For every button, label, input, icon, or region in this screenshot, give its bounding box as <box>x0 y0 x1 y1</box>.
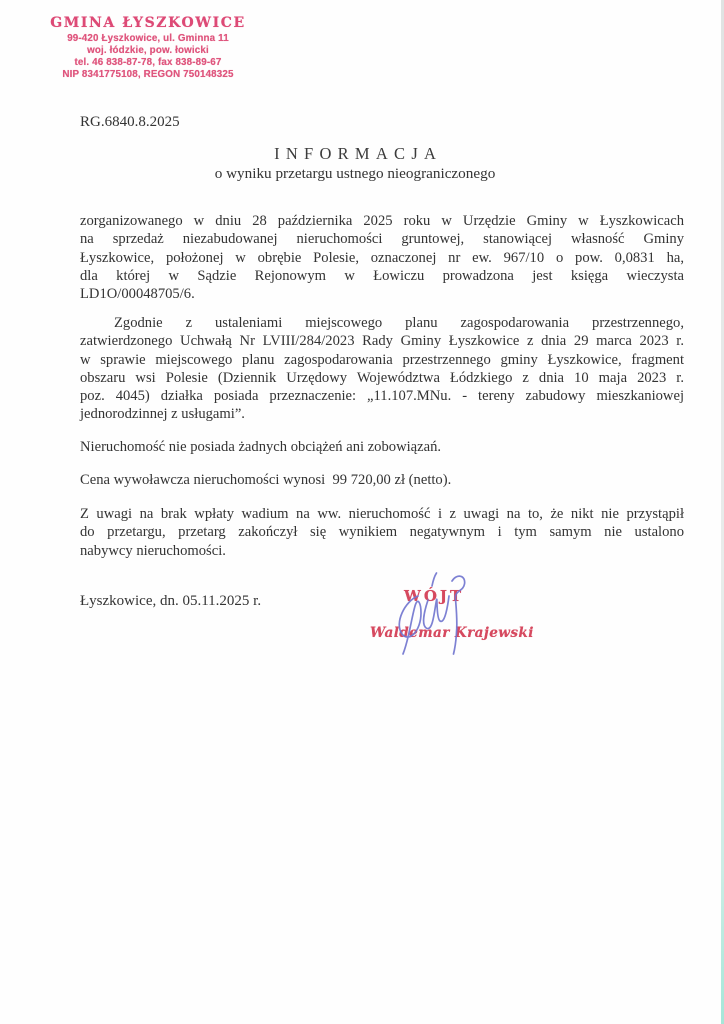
text-line: obszaru wsi Polesie (Dziennik Urzędowy Województwa Łódzkiego z dnia 10 maja 2023 r. <box>80 369 684 386</box>
paragraph-starting-price <box>80 471 684 489</box>
text-line: Łyszkowice, położonej w obrębie Polesie, oznaczonej nr ew. 967/10 o pow. 0,0831 ha, <box>80 249 684 266</box>
text-line: dla której w Sądzie Rejonowym w Łowiczu prowadzona jest księga wieczysta <box>80 267 684 284</box>
paragraph-encumbrances <box>80 438 684 456</box>
text-line: na sprzedaż niezabudowanej nieruchomości gruntowej, stanowiącej własność Gminy <box>80 231 684 248</box>
text-line: poz. 4045) działka posiada przeznaczenie: „11.107.MNu. - tereny zabudowy mieszkaniowej <box>80 388 684 405</box>
stamp-nip-regon: NIP 8341775108, REGON 750148325 <box>62 69 234 80</box>
text-line: LD1O/00048705/6. <box>80 286 195 303</box>
paragraph-tender-result <box>80 505 684 560</box>
reference-number: RG.6840.8.2025 <box>80 114 180 130</box>
stamp-phone-fax: tel. 46 838-87-78, fax 838-89-67 <box>74 57 222 68</box>
title-block <box>80 144 630 183</box>
text-line: Z uwagi na brak wpłaty wadium na ww. nieruchomość i z uwagi na to, że nikt nie przystąpił <box>80 506 684 522</box>
text-line: zatwierdzonego Uchwałą Nr LVIII/284/2023 Rady Gminy Łyszkowice z dnia 29 marca 2023 r. <box>80 333 684 350</box>
paragraph-tender-description <box>80 212 684 303</box>
signer-title-stamp: WÓJT <box>404 587 465 605</box>
text-line: Nieruchomość nie posiada żadnych obciążeń ani zobowiązań. <box>80 439 442 455</box>
signer-name-stamp: Waldemar Krajewski <box>370 625 534 641</box>
text-line: jednorodzinnej z usługami”. <box>80 406 245 423</box>
text-line: w sprawie miejscowego planu zagospodarowania przestrzennego gminy Łyszkowice, fragment <box>80 351 684 368</box>
stamp-region: woj. łódzkie, pow. łowicki <box>87 45 209 56</box>
document-subtitle: o wyniku przetargu ustnego nieograniczonego <box>214 165 496 182</box>
paragraph-zoning-plan <box>80 314 684 424</box>
office-stamp <box>50 15 246 81</box>
stamp-municipality-name: GMINA ŁYSZKOWICE <box>50 15 246 31</box>
stamp-address: 99-420 Łyszkowice, ul. Gminna 11 <box>67 33 229 44</box>
place-and-date: Łyszkowice, dn. 05.11.2025 r. <box>80 593 262 609</box>
text-line: Zgodnie z ustaleniami miejscowego planu zagospodarowania przestrzennego, <box>114 315 684 331</box>
text-line: do przetargu, przetarg zakończył się wynikiem negatywnym i tym samym nie ustalono <box>80 524 684 541</box>
document-title: INFORMACJA <box>274 144 443 163</box>
handwritten-signature <box>388 570 488 658</box>
text-line: zorganizowanego w dniu 28 października 2025 roku w Urzędzie Gminy w Łyszkowicach <box>80 213 684 229</box>
text-line: Cena wywoławcza nieruchomości wynosi 99 720,00 zł (netto). <box>80 472 452 488</box>
text-line: nabywcy nieruchomości. <box>80 542 226 559</box>
